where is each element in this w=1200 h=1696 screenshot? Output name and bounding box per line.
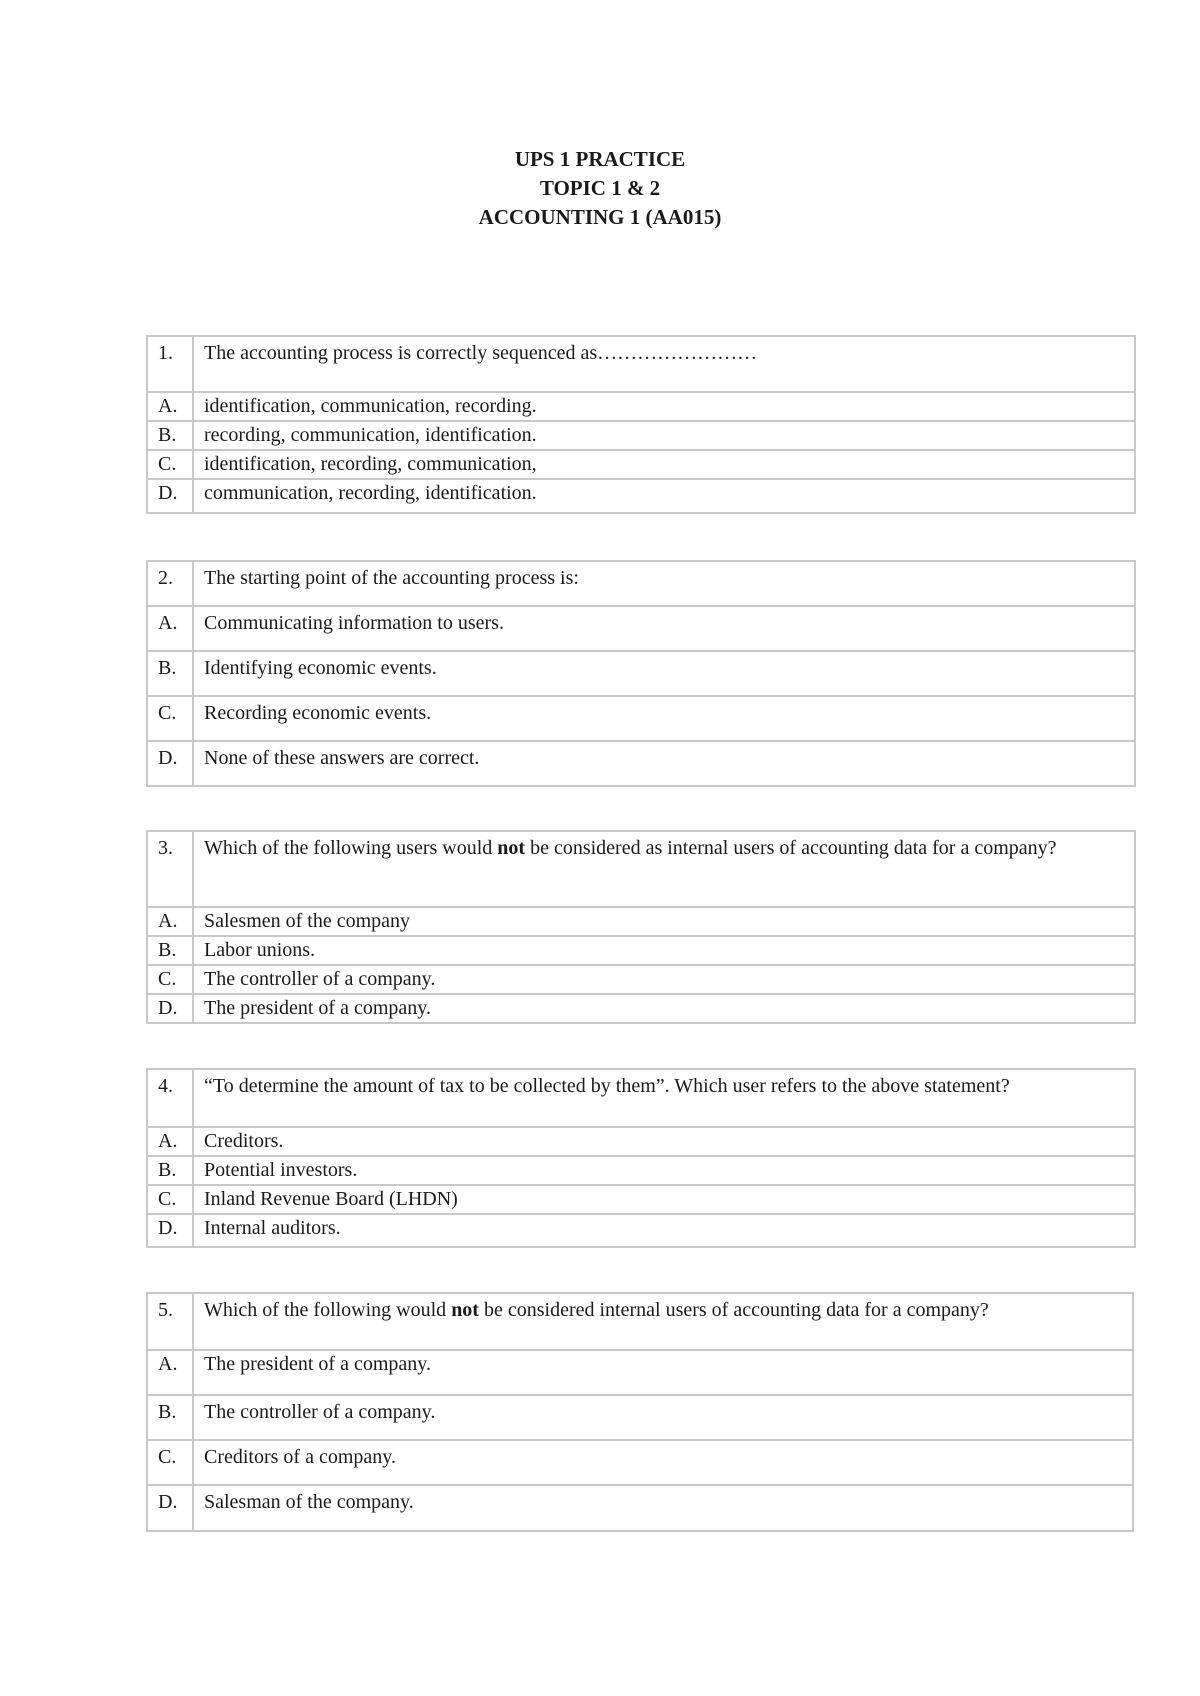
- question-stem-row: [147, 1069, 1135, 1127]
- option-letter: D.: [147, 994, 193, 1023]
- question-1-table: [146, 335, 1136, 514]
- option-row: [147, 936, 1135, 965]
- option-text: Labor unions.: [193, 936, 1135, 965]
- emphasis-not: not: [497, 837, 526, 859]
- option-text: Creditors of a company.: [193, 1440, 1133, 1485]
- question-stem: The starting point of the accounting process is:: [193, 561, 1135, 606]
- question-5-table: [146, 1292, 1134, 1532]
- option-letter: A.: [147, 392, 193, 421]
- option-row: [147, 479, 1135, 513]
- option-letter: D.: [147, 479, 193, 513]
- option-letter: D.: [147, 741, 193, 786]
- option-row: [147, 1127, 1135, 1156]
- option-letter: D.: [147, 1485, 193, 1531]
- question-stem-part: Which of the following would: [204, 1299, 452, 1321]
- option-text: identification, recording, communication,: [193, 450, 1135, 479]
- header-course: ACCOUNTING 1 (AA015): [478, 205, 722, 229]
- option-row: [147, 1350, 1133, 1395]
- question-stem: The accounting process is correctly sequenced as……………………: [193, 336, 1135, 392]
- option-letter: C.: [147, 965, 193, 994]
- question-stem-part: Which of the following users would: [204, 837, 498, 859]
- option-row: [147, 1214, 1135, 1247]
- question-stem-row: [147, 1293, 1133, 1350]
- option-letter: A.: [147, 1127, 193, 1156]
- option-text: Potential investors.: [193, 1156, 1135, 1185]
- question-4-table: [146, 1068, 1136, 1248]
- option-letter: B.: [147, 421, 193, 450]
- option-text: Salesman of the company.: [193, 1485, 1133, 1531]
- option-row: [147, 392, 1135, 421]
- option-letter: B.: [147, 1395, 193, 1440]
- question-number: 3.: [147, 831, 193, 907]
- question-stem: [193, 831, 1135, 907]
- option-row: [147, 741, 1135, 786]
- question-stem: “To determine the amount of tax to be collected by them”. Which user refers to the above statement?: [193, 1069, 1135, 1127]
- option-letter: D.: [147, 1214, 193, 1247]
- option-row: [147, 696, 1135, 741]
- option-text: The controller of a company.: [193, 965, 1135, 994]
- question-stem-row: [147, 831, 1135, 907]
- option-text: Salesmen of the company: [193, 907, 1135, 936]
- option-text: The controller of a company.: [193, 1395, 1133, 1440]
- question-number: 1.: [147, 336, 193, 392]
- option-letter: C.: [147, 1440, 193, 1485]
- option-letter: B.: [147, 936, 193, 965]
- option-row: [147, 1485, 1133, 1531]
- option-row: [147, 1156, 1135, 1185]
- question-3-table: [146, 830, 1136, 1024]
- option-text: recording, communication, identification.: [193, 421, 1135, 450]
- option-row: [147, 421, 1135, 450]
- question-stem-part: be considered internal users of accounting data for a company?: [478, 1299, 989, 1321]
- question-2-table: [146, 560, 1136, 787]
- option-text: The president of a company.: [193, 1350, 1133, 1395]
- option-row: [147, 907, 1135, 936]
- option-letter: C.: [147, 696, 193, 741]
- option-letter: C.: [147, 450, 193, 479]
- question-stem-part: be considered as internal users of accounting data for a company?: [525, 837, 1057, 859]
- option-row: [147, 994, 1135, 1023]
- header-topic: TOPIC 1 & 2: [539, 176, 661, 200]
- option-letter: A.: [147, 907, 193, 936]
- option-letter: A.: [147, 606, 193, 651]
- option-row: [147, 651, 1135, 696]
- option-letter: B.: [147, 651, 193, 696]
- option-row: [147, 1185, 1135, 1214]
- option-text: Recording economic events.: [193, 696, 1135, 741]
- question-stem-row: [147, 336, 1135, 392]
- option-text: None of these answers are correct.: [193, 741, 1135, 786]
- option-letter: A.: [147, 1350, 193, 1395]
- question-number: 2.: [147, 561, 193, 606]
- question-number: 4.: [147, 1069, 193, 1127]
- option-text: Inland Revenue Board (LHDN): [193, 1185, 1135, 1214]
- option-row: [147, 450, 1135, 479]
- option-text: identification, communication, recording.: [193, 392, 1135, 421]
- option-text: Identifying economic events.: [193, 651, 1135, 696]
- option-row: [147, 1440, 1133, 1485]
- option-letter: C.: [147, 1185, 193, 1214]
- question-stem-row: [147, 561, 1135, 606]
- emphasis-not: not: [451, 1299, 479, 1321]
- option-text: Internal auditors.: [193, 1214, 1135, 1247]
- question-stem: [193, 1293, 1133, 1350]
- option-text: Creditors.: [193, 1127, 1135, 1156]
- option-row: [147, 965, 1135, 994]
- header-title: UPS 1 PRACTICE: [514, 147, 686, 171]
- option-text: The president of a company.: [193, 994, 1135, 1023]
- option-text: communication, recording, identification.: [193, 479, 1135, 513]
- option-letter: B.: [147, 1156, 193, 1185]
- question-number: 5.: [147, 1293, 193, 1350]
- option-text: Communicating information to users.: [193, 606, 1135, 651]
- option-row: [147, 1395, 1133, 1440]
- option-row: [147, 606, 1135, 651]
- document-header: [0, 145, 1200, 232]
